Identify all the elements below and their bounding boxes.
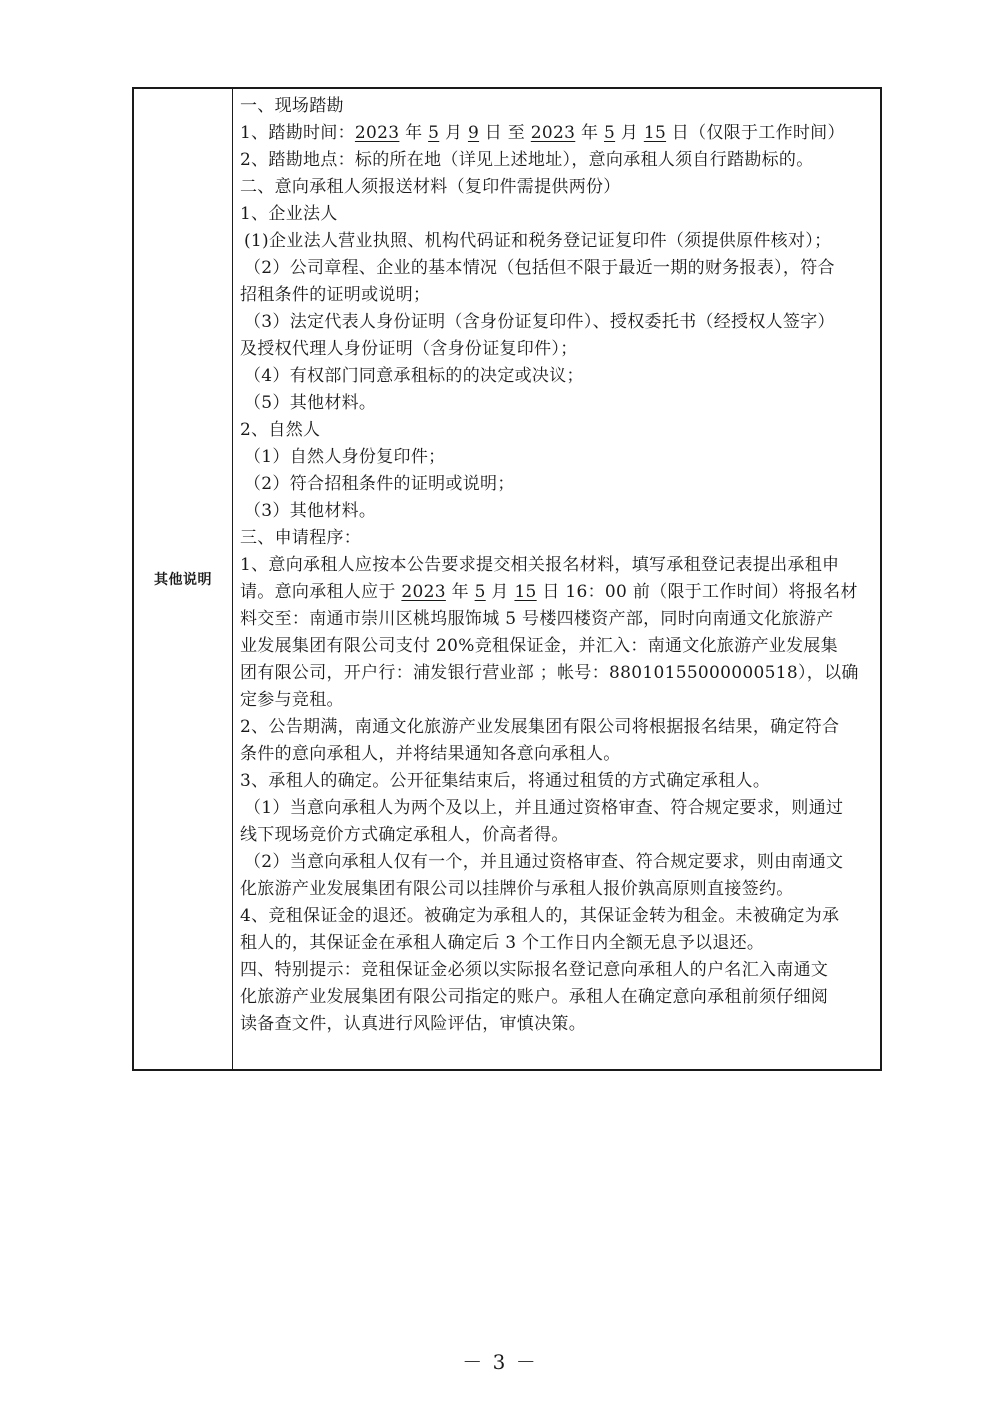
text-fragment: 年 xyxy=(445,582,475,602)
text-line: 化旅游产业发展集团有限公司以挂牌价与承租人报价孰高原则直接签约。 xyxy=(240,879,794,899)
text-line: （2）公司章程、企业的基本情况（包括但不限于最近一期的财务报表），符合 xyxy=(244,258,835,278)
text-line: 三、申请程序： xyxy=(240,528,362,548)
text-line: (1)企业法人营业执照、机构代码证和税务登记证复印件（须提供原件核对）； xyxy=(244,231,832,251)
content-cell xyxy=(240,93,872,1038)
text-line: 二、意向承租人须报送材料（复印件需提供两份） xyxy=(240,177,621,197)
text-line: 一、现场踏勘 xyxy=(240,96,344,116)
text-fragment: 月 xyxy=(439,123,468,143)
text-fragment: 日 16：00 前（限于工作时间）将报名材 xyxy=(536,582,858,602)
underlined-value: 5 xyxy=(428,123,440,143)
text-line: 料交至：南通市崇川区桃坞服饰城 5 号楼四楼资产部，同时向南通文化旅游产 xyxy=(240,609,834,629)
text-line: （5）其他材料。 xyxy=(244,393,377,413)
underlined-value: 5 xyxy=(474,582,486,602)
text-line: 租人的，其保证金在承租人确定后 3 个工作日内全额无息予以退还。 xyxy=(240,933,765,953)
text-line: （1）当意向承租人为两个及以上，并且通过资格审查、符合规定要求，则通过 xyxy=(244,798,844,818)
text-line: 线下现场竞价方式确定承租人，价高者得。 xyxy=(240,825,569,845)
underlined-value: 2023 xyxy=(401,582,446,602)
text-fragment: 日（仅限于工作时间） xyxy=(666,123,845,143)
text-line: 招租条件的证明或说明； xyxy=(240,285,431,305)
underlined-value: 9 xyxy=(467,123,480,143)
text-line: 化旅游产业发展集团有限公司指定的账户。承租人在确定意向承租前须仔细阅 xyxy=(240,987,829,1007)
text-fragment: 日 至 xyxy=(479,123,531,143)
underlined-value: 2023 xyxy=(354,123,400,143)
info-table xyxy=(132,87,882,1071)
text-line: 3、承租人的确定。公开征集结束后，将通过租赁的方式确定承租人。 xyxy=(240,771,771,791)
text-fragment: 月 xyxy=(615,123,644,143)
text-line: （3）法定代表人身份证明（含身份证复印件）、授权委托书（经授权人签字） xyxy=(244,312,835,332)
underlined-value: 2023 xyxy=(530,123,576,143)
text-fragment: 月 xyxy=(485,582,515,602)
text-line: 及授权代理人身份证明（含身份证复印件）； xyxy=(240,339,578,359)
text-fragment: 年 xyxy=(399,123,429,143)
row-label: 其他说明 xyxy=(154,572,212,588)
text-fragment: 1、踏勘时间： xyxy=(240,123,355,143)
text-line: （1）自然人身份复印件； xyxy=(244,447,446,467)
text-fragment: 请。意向承租人应于 xyxy=(240,582,402,602)
text-line: （2）符合招租条件的证明或说明； xyxy=(244,474,515,494)
page-number: － 3 － xyxy=(462,1350,538,1374)
text-line: 4、竞租保证金的退还。被确定为承租人的，其保证金转为租金。未被确定为承 xyxy=(240,906,840,926)
underlined-value: 15 xyxy=(514,582,537,602)
text-line: 业发展集团有限公司支付 20%竞租保证金，并汇入：南通文化旅游产业发展集 xyxy=(240,636,838,656)
text-line: 2、踏勘地点：标的所在地（详见上述地址），意向承租人须自行踏勘标的。 xyxy=(240,150,814,170)
text-line: 定参与竞租。 xyxy=(240,690,344,710)
text-line: （3）其他材料。 xyxy=(244,501,377,521)
text-line xyxy=(240,120,872,147)
text-line: 2、自然人 xyxy=(240,420,321,440)
underlined-value: 15 xyxy=(643,123,667,143)
underlined-value: 5 xyxy=(603,123,616,143)
text-line: （4）有权部门同意承租标的的决定或决议； xyxy=(244,366,584,386)
label-cell xyxy=(134,89,233,1069)
text-line: 团有限公司，开户行：浦发银行营业部 ；帐号：88010155000000518），以确 xyxy=(240,663,859,683)
text-line: 读备查文件，认真进行风险评估，审慎决策。 xyxy=(240,1014,586,1034)
text-line: （2）当意向承租人仅有一个，并且通过资格审查、符合规定要求，则由南通文 xyxy=(244,852,844,872)
text-line: 条件的意向承租人，并将结果通知各意向承租人。 xyxy=(240,744,621,764)
text-line xyxy=(240,579,872,606)
text-line: 2、公告期满，南通文化旅游产业发展集团有限公司将根据报名结果，确定符合 xyxy=(240,717,840,737)
text-line: 1、企业法人 xyxy=(240,204,338,224)
text-line: 1、意向承租人应按本公告要求提交相关报名材料，填写承租登记表提出承租申 xyxy=(240,555,840,575)
text-line: 四、特别提示：竞租保证金必须以实际报名登记意向承租人的户名汇入南通文 xyxy=(240,960,829,980)
text-fragment: 年 xyxy=(575,123,604,143)
